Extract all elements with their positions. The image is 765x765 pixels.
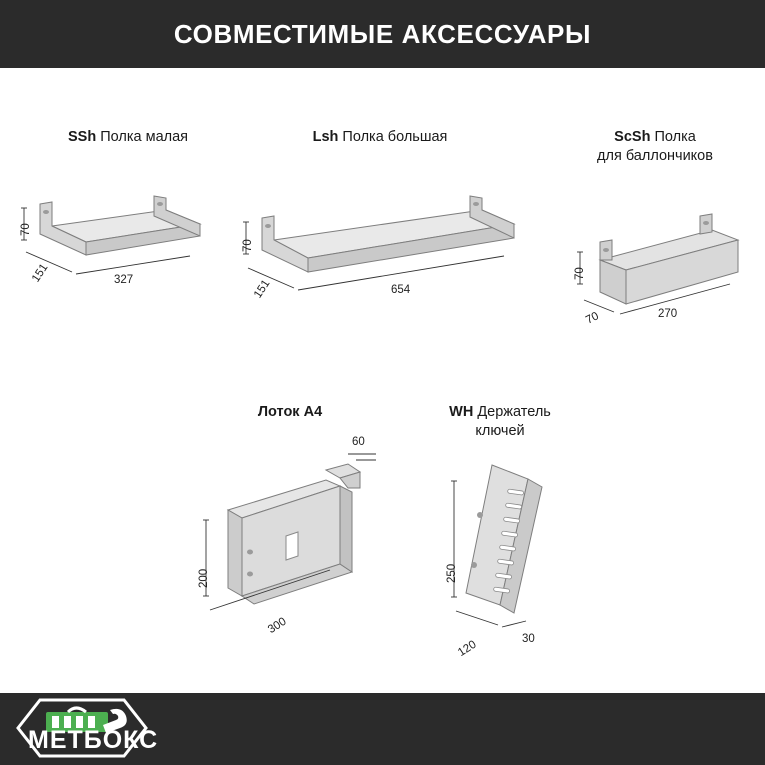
- item-ssh-code: SSh: [67, 129, 97, 145]
- page-title: СОВМЕСТИМЫЕ АКСЕССУАРЫ: [173, 18, 592, 49]
- item-wh: [405, 403, 595, 441]
- dim-scsh-width: 270: [658, 308, 678, 320]
- item-scsh-code: ScSh: [614, 129, 651, 145]
- dim-scsh-height: 70: [574, 267, 586, 280]
- item-wh-caption: [405, 403, 595, 441]
- tray-a4-svg: [180, 448, 410, 628]
- dim-wh-height: 250: [446, 563, 458, 583]
- item-scsh: [560, 128, 750, 166]
- dim-lsh-height: 70: [242, 239, 254, 252]
- item-ssh: [18, 128, 238, 147]
- item-tray-a4-name: A4: [303, 404, 323, 420]
- item-wh-drawing: [440, 453, 590, 660]
- dim-ssh-height: 70: [20, 223, 32, 236]
- item-scsh-name: Полка: [654, 129, 696, 145]
- dim-ssh-depth: 151: [30, 261, 51, 285]
- dim-wh-width: 120: [456, 638, 479, 660]
- wh-holder-svg: [440, 453, 590, 633]
- dim-tray-depth: 60: [352, 436, 365, 448]
- ssh-shelf-svg: [14, 196, 224, 321]
- item-ssh-name: Полка малая: [100, 129, 189, 145]
- item-wh-name2: ключей: [475, 423, 525, 439]
- item-tray-a4-caption: [195, 403, 385, 422]
- dim-tray-height: 200: [198, 568, 210, 588]
- dim-wh-thickness: 30: [522, 633, 535, 645]
- item-lsh-code: Lsh: [312, 129, 339, 145]
- item-tray-a4: [195, 403, 385, 422]
- item-ssh-caption: [18, 128, 238, 147]
- item-scsh-caption: [560, 128, 750, 166]
- dim-lsh-depth: 151: [252, 277, 273, 301]
- lsh-shelf-svg: [236, 196, 526, 326]
- item-wh-code: WH: [449, 404, 474, 420]
- dim-scsh-depth: 70: [584, 310, 601, 327]
- item-scsh-name2: для баллончиков: [597, 148, 713, 164]
- item-tray-a4-code: Лоток: [257, 404, 300, 420]
- item-wh-name: Держатель: [477, 404, 551, 420]
- page-footer: [0, 693, 765, 765]
- dim-tray-width: 300: [266, 615, 289, 637]
- brand-name: МЕТБОКС: [28, 726, 159, 754]
- item-tray-a4-drawing: [180, 436, 410, 637]
- item-lsh-caption: [240, 128, 520, 147]
- item-ssh-drawing: [14, 196, 224, 321]
- item-lsh-drawing: [236, 196, 526, 326]
- dim-ssh-width: 327: [114, 274, 134, 286]
- page-header: [0, 0, 765, 68]
- item-lsh: [240, 128, 520, 147]
- item-lsh-name: Полка большая: [342, 129, 448, 145]
- brand-logo: [6, 696, 196, 762]
- dim-lsh-width: 654: [391, 284, 411, 296]
- accessories-diagram: [0, 68, 765, 693]
- item-scsh-drawing: [560, 208, 750, 338]
